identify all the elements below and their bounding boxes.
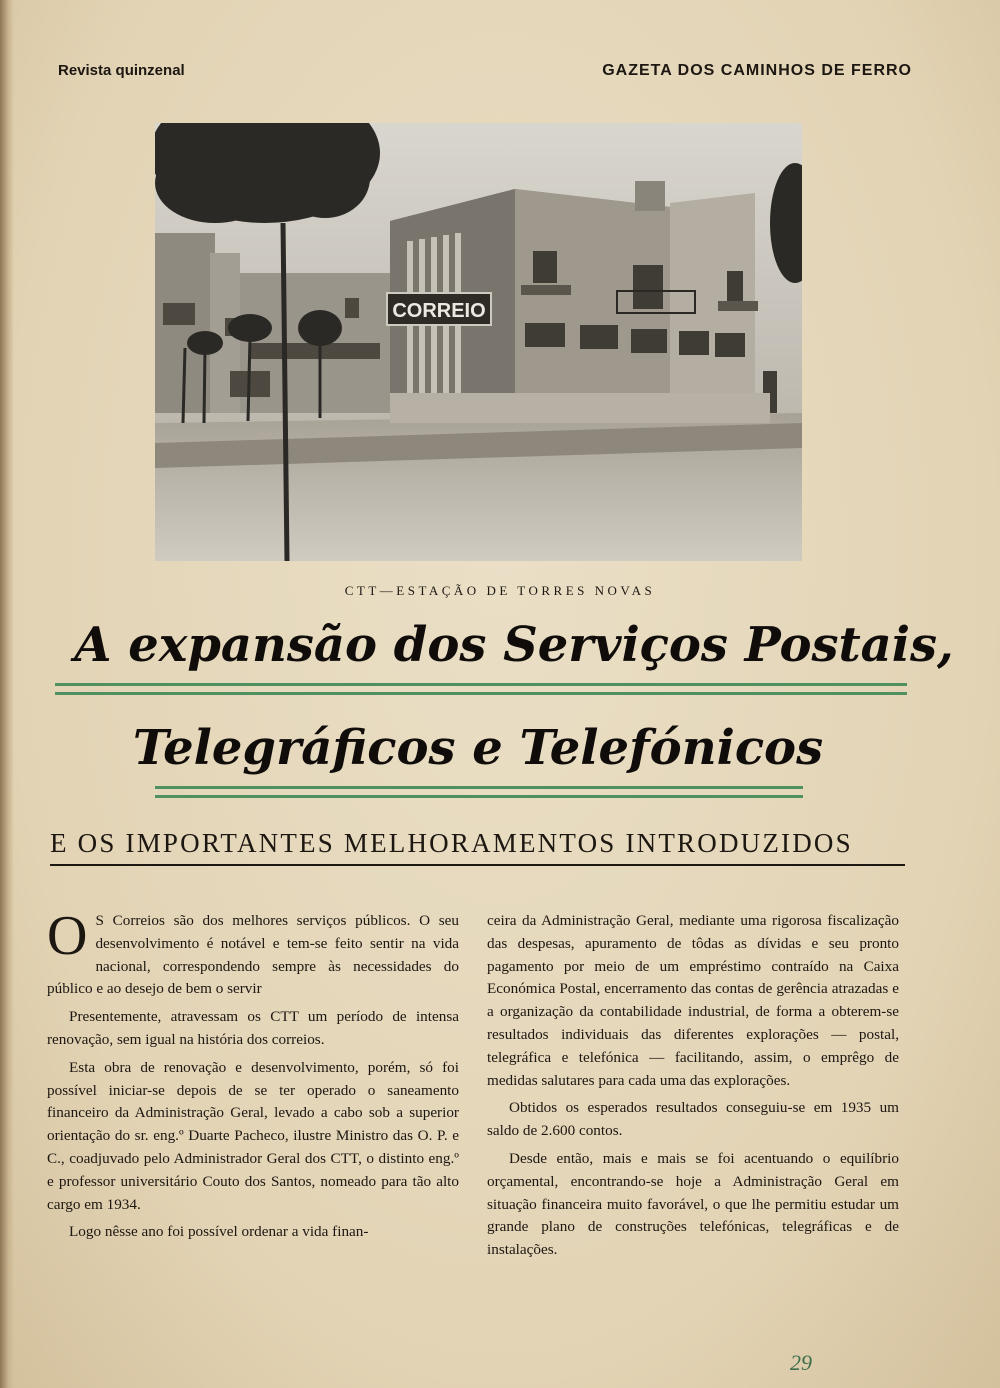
drop-cap: O <box>47 905 88 967</box>
paragraph: Obtidos os esperados resultados conseguiu-se em 1935 um saldo de 2.600 contos. <box>487 1099 899 1140</box>
paragraph: Presentemente, atravessam os CTT um período de intensa renovação, sem igual na história dos correios. <box>47 1008 459 1048</box>
post-office-sign: CORREIO <box>392 300 486 322</box>
running-header-right: GAZETA DOS CAMINHOS DE FERRO <box>602 62 912 79</box>
paragraph: Logo nêsse ano foi possível ordenar a vida finan- <box>69 1223 369 1241</box>
article-subtitle: E OS IMPORTANTES MELHORAMENTOS INTRODUZIDOS <box>50 828 853 858</box>
running-header-left: Revista quinzenal <box>58 62 185 79</box>
binding-edge <box>0 0 14 1388</box>
paragraph: Esta obra de renovação e desenvolvimento, porém, só foi possível iniciar-se depois de se ter operado o saneamento financeiro da Administração Geral, levado a cabo sob a superior orientação do sr. eng.º Duarte Pacheco, ilustre Ministro das O. P. e C., coadjuvado pelo Administrador Geral dos CTT, o distinto eng.º e professor universitário Couto dos Santos, nomeado para tão alto cargo em 1934. <box>47 1058 459 1213</box>
title-rule-1a <box>55 683 907 686</box>
article-title-line-1: A expansão dos Serviços Postais, <box>74 617 954 673</box>
page-number: 29 <box>790 1350 812 1375</box>
paragraph-intro-text: S Correios são dos melhores serviços públicos. O seu desenvolvimento é notável e tem-se feito sentir na vida nacional, correspondendo sempre às necessidades do público e ao desejo de bem o servir <box>47 912 459 998</box>
paragraph: Desde então, mais e mais se foi acentuando o equilíbrio orçamental, encontrando-se hoje a Administração Geral em situação financeira muito favorável, o que lhe permitiu estudar um grande plano de construções telefónicas, telegráficas e de instalações. <box>487 1149 899 1259</box>
building-photograph <box>155 123 802 561</box>
article-column-left <box>47 905 459 1249</box>
photo-caption: CTT—ESTAÇÃO DE TORRES NOVAS <box>344 583 656 598</box>
article-title-line-2: Telegráficos e Telefónicos <box>132 720 824 776</box>
photo-illustration <box>155 123 802 561</box>
article-column-right <box>487 910 899 1267</box>
paragraph: ceira da Administração Geral, mediante uma rigorosa fiscalização das despesas, apuramento de tôdas as dívidas e seu pronto pagamento por meio de um empréstimo contraído na Caixa Económica Postal, encerramento das contas de gerência atrazadas e a organização da contabilidade industrial, de forma a obterem-se resultados individuais das diferentes explorações — postal, telegráfica e telefónica — facilitando, assim, o emprêgo de medidas salutares para cada uma das explorações. <box>487 912 899 1089</box>
title-rule-2a <box>155 786 803 789</box>
title-rule-2b <box>155 795 803 798</box>
subtitle-underline <box>50 864 905 866</box>
paragraph-intro <box>47 905 459 1001</box>
title-rule-1b <box>55 692 907 695</box>
